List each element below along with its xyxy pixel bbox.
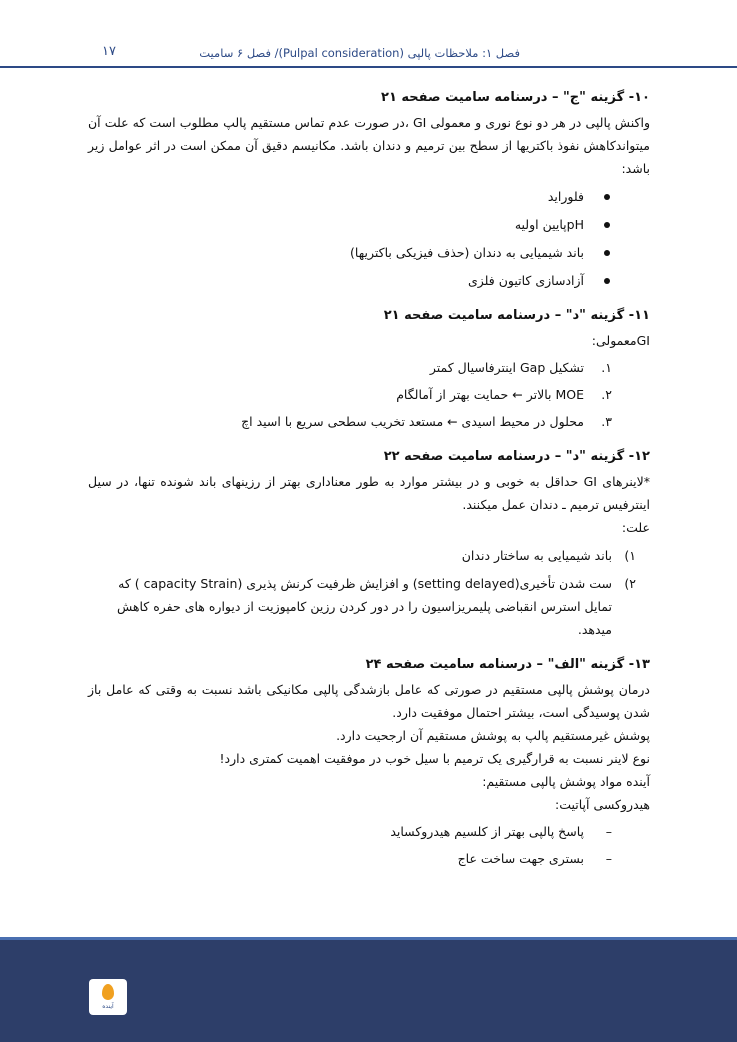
question-13-list: [88, 820, 650, 870]
list-item: فلوراید: [88, 185, 612, 208]
page-content: [88, 86, 650, 874]
item-number: ۱.: [601, 360, 612, 375]
item-number: ۲): [624, 576, 636, 591]
logo-text: آینده: [102, 1003, 114, 1010]
list-item: [88, 410, 612, 433]
paragraph-line: پوشش غیرمستقیم پالپ به پوشش مستقیم آن ارجحیت دارد.: [336, 728, 650, 743]
question-12-list: [88, 544, 650, 641]
page-header: [0, 0, 737, 68]
question-11-title: ۱۱- گزینه "د" – درسنامه سامیت صفحه ۲۱: [383, 308, 650, 323]
item-text: محلول در محیط اسیدی ← مستعد تخریب سطحی سریع با اسید اچ: [241, 414, 584, 429]
list-item: باند شیمیایی به دندان (حذف فیزیکی باکتریها): [88, 241, 612, 264]
list-item: [88, 572, 636, 641]
list-item: آزادسازی کاتیون فلزی: [88, 269, 612, 292]
list-item: [88, 544, 636, 567]
question-10-paragraph: واکنش پالپی در هر دو نوع نوری و معمولی GI ،در صورت عدم تماس مستقیم پالپ مطلوب است که علت آن میتواندکاهش نفوذ باکتریها از سطح بین ترمیم و دندان باشد. مکانیسم دقیق آن ممکن است در اثر عوامل زیر باشد:: [88, 115, 650, 176]
paragraph-line: هیدروکسی آپاتیت:: [555, 797, 650, 812]
page-footer: [0, 937, 737, 1042]
item-number: ۱): [624, 548, 636, 563]
question-10-list: [88, 185, 650, 292]
paragraph-line: نوع لاینر نسبت به قرارگیری یک ترمیم با سیل خوب در موفقیت اهمیت کمتری دارد!: [219, 751, 650, 766]
question-11-intro: GIمعمولی:: [591, 333, 650, 348]
question-11-list: [88, 356, 650, 433]
page-number: ۱۷: [102, 44, 116, 59]
item-text: ست شدن تأخیری(setting delayed) و افزایش ظرفیت کرنش پذیری (capacity Strain ) که تمایل استرس انقباضی پلیمریزاسیون را در دور کردن رزین کامپوزیت از دیواره های حفره کاهش میدهد.: [116, 576, 612, 637]
question-12-title: ۱۲- گزینه "د" – درسنامه سامیت صفحه ۲۲: [383, 449, 650, 464]
question-10-title: ۱۰- گزینه "ج" – درسنامه سامیت صفحه ۲۱: [381, 90, 650, 105]
question-12-paragraph: *لاینرهای GI حداقل به خوبی و در بیشتر موارد به طور معناداری بهتر از رزینهای باند شونده تنها، در سیل اینترفیس ترمیم ـ دندان عمل میکنند.: [88, 474, 650, 512]
logo-drop-icon: [102, 984, 114, 1000]
paragraph-line: آینده مواد پوشش پالپی مستقیم:: [482, 774, 650, 789]
header-divider: [0, 66, 737, 68]
paragraph-line: درمان پوشش پالپی مستقیم در صورتی که عامل بازشدگی پالپی مکانیکی باشد نسبت به وقتی که عامل باز شدن پوسیدگی است، بیشتر احتمال موفقیت دارد.: [88, 682, 650, 720]
question-13-title: ۱۳- گزینه "الف" – درسنامه سامیت صفحه ۲۴: [365, 657, 650, 672]
footer-accent-line: [0, 937, 737, 940]
list-item: pHپایین اولیه: [88, 213, 612, 236]
header-title: فصل ۱: ملاحظات پالپی (Pulpal consideration)/ فصل ۶ سامیت: [199, 46, 520, 60]
item-text: باند شیمیایی به ساختار دندان: [461, 548, 612, 563]
list-item: – بستری جهت ساخت عاج: [88, 847, 612, 870]
item-text: MOE بالاتر ← حمایت بهتر از آمالگام: [396, 387, 584, 402]
list-item: [88, 356, 612, 379]
list-item: [88, 383, 612, 406]
list-item: – پاسخ پالپی بهتر از کلسیم هیدروکساید: [88, 820, 612, 843]
item-number: ۲.: [601, 387, 612, 402]
publisher-logo: [89, 979, 127, 1015]
item-text: تشکیل Gap اینترفاسیال کمتر: [429, 360, 584, 375]
question-12-reason-label: علت:: [621, 520, 650, 535]
item-number: ۳.: [601, 414, 612, 429]
